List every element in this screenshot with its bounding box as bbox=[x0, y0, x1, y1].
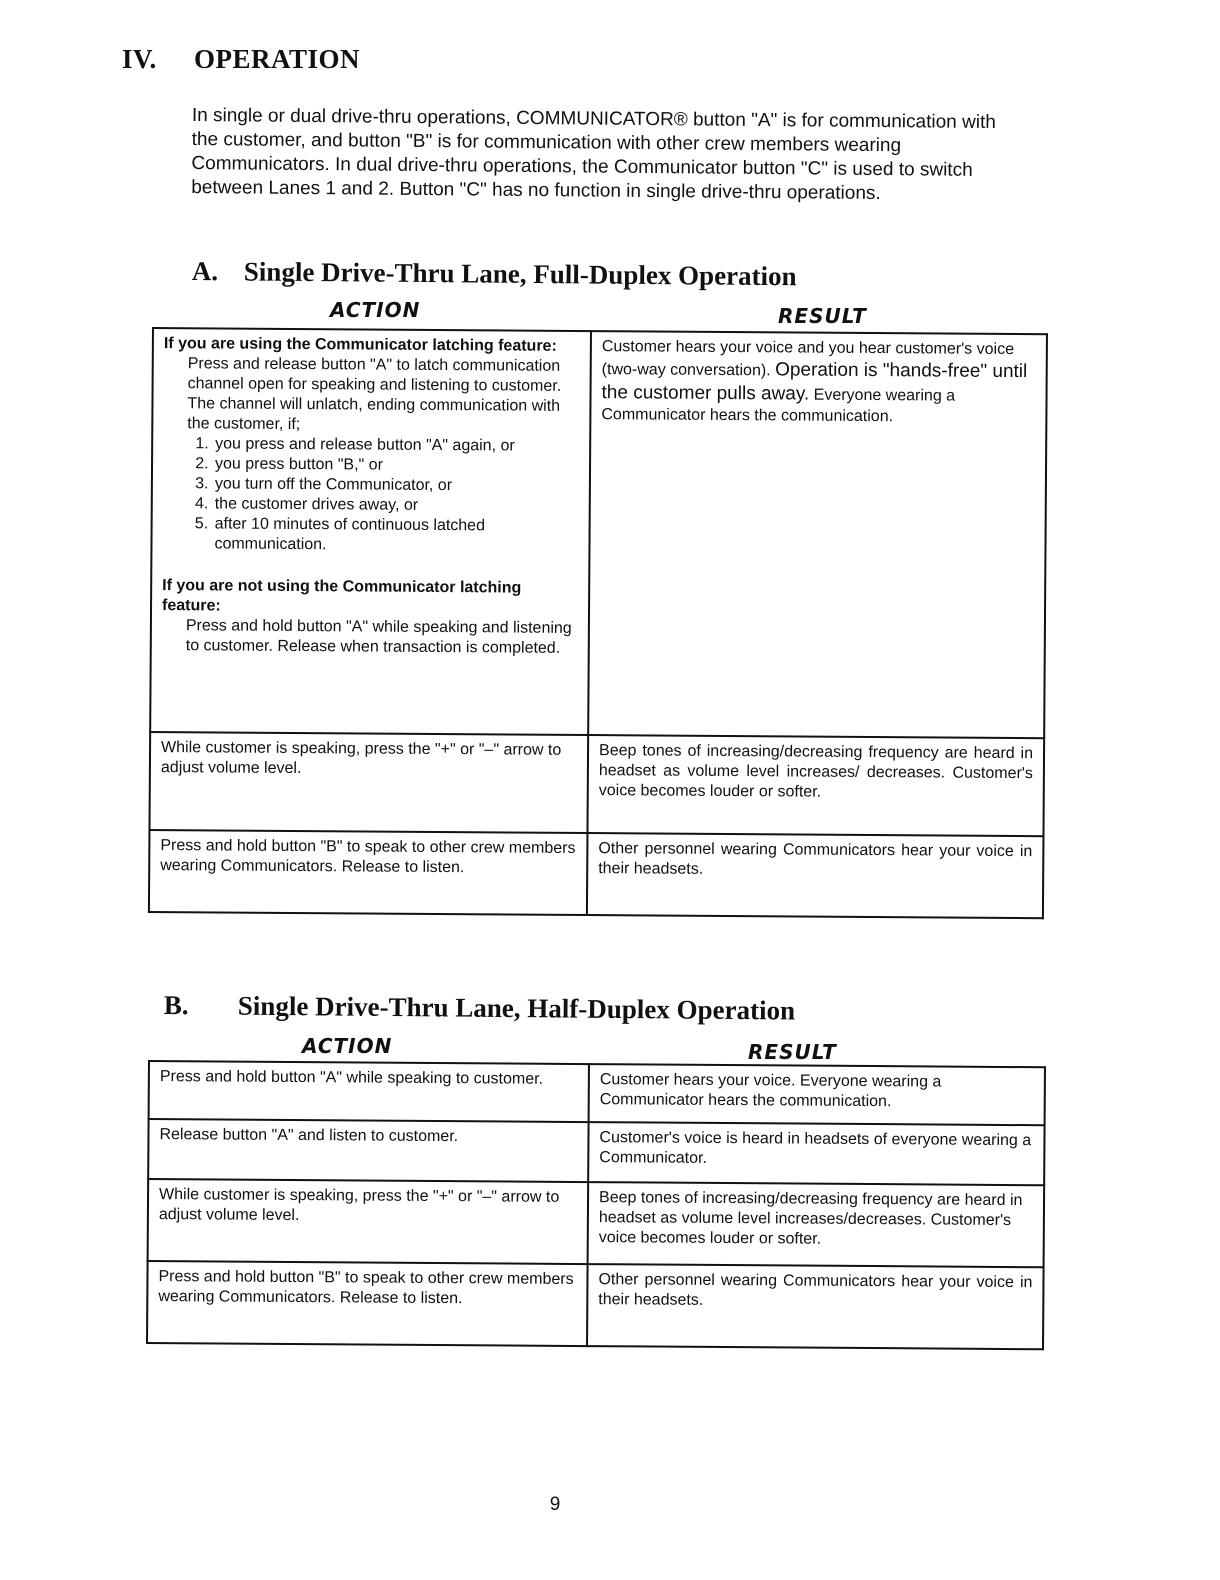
table-row bbox=[149, 1061, 1045, 1125]
result-cell: Beep tones of increasing/decreasing frequency are heard in headset as volume level increases/decreases. Customer's voice becomes louder or softer. bbox=[588, 1182, 1045, 1267]
table-row bbox=[149, 830, 1044, 918]
section-title: OPERATION bbox=[194, 44, 361, 74]
section-heading bbox=[122, 44, 360, 75]
result-cell: Other personnel wearing Communicators hear your voice in their headsets. bbox=[587, 833, 1044, 918]
nonlatching-text: Press and hold button "A" while speaking and listening to customer. Release when transaction is completed. bbox=[185, 617, 572, 657]
list-item: 1. you press and release button "A" again, or bbox=[213, 434, 579, 457]
result-cell: Beep tones of increasing/decreasing frequency are heard in headset as volume level increases/ decreases. Customer's voice becomes louder or softer. bbox=[587, 735, 1044, 836]
intro-paragraph: In single or dual drive-thru operations, COMMUNICATOR® button "A" is for communication with the customer, and button "B" is for communication with other crew members wearing Communicators. In dual drive-thru operations, the Communicator button "C" is used to switch between Lanes 1 and 2. Button "C" has no function in single drive-thru operations. bbox=[191, 104, 996, 205]
result-cell bbox=[588, 331, 1047, 738]
latching-text: Press and release button "A" to latch communication channel open for speaking and listening to customer. The channel will unlatch, ending communication with the customer, if; bbox=[187, 355, 562, 434]
result-text: Everyone wearing a Communicator hears the communication. bbox=[601, 386, 956, 426]
subsection-a-heading bbox=[192, 256, 797, 292]
result-cell: Customer hears your voice. Everyone wearing a Communicator hears the communication. bbox=[589, 1064, 1045, 1125]
table-b bbox=[146, 1060, 1046, 1350]
subsection-a-letter: A. bbox=[191, 256, 219, 287]
list-item: 5. after 10 minutes of continuous latched communication. bbox=[212, 514, 578, 557]
table-a-result-header: RESULT bbox=[778, 304, 867, 328]
list-item: 4. the customer drives away, or bbox=[213, 494, 579, 517]
result-cell: Other personnel wearing Communicators hear your voice in their headsets. bbox=[587, 1264, 1044, 1349]
action-cell: While customer is speaking, press the "+" or "–" arrow to adjust volume level. bbox=[148, 1179, 589, 1264]
nonlatching-lead: If you are not using the Communicator latching feature: bbox=[161, 577, 522, 615]
subsection-b-title: Single Drive-Thru Lane, Half-Duplex Operation bbox=[237, 990, 796, 1026]
result-text: Customer hears your voice and you hear customer's voice (two-way conversation). bbox=[601, 338, 1015, 380]
subsection-b-heading bbox=[164, 990, 796, 1027]
table-b-action-header: ACTION bbox=[302, 1034, 393, 1058]
table-row bbox=[147, 1261, 1044, 1349]
action-cell: Press and hold button "B" to speak to other crew members wearing Communicators. Release to listen. bbox=[149, 830, 588, 915]
result-cell: Customer's voice is heard in headsets of everyone wearing a Communicator. bbox=[588, 1122, 1044, 1185]
table-row bbox=[150, 328, 1047, 738]
table-row bbox=[149, 732, 1044, 836]
subsection-a-title: Single Drive-Thru Lane, Full-Duplex Operation bbox=[243, 256, 797, 292]
result-text-large: Operation is "hands-free" until the customer pulls away. bbox=[601, 359, 1028, 405]
section-number: IV. bbox=[122, 44, 157, 74]
action-cell bbox=[150, 328, 591, 735]
table-row bbox=[148, 1179, 1045, 1267]
list-item: 3. you turn off the Communicator, or bbox=[213, 474, 579, 497]
subsection-b-letter: B. bbox=[163, 990, 189, 1021]
action-cell: Release button "A" and listen to customer. bbox=[148, 1119, 588, 1182]
table-a-action-header: ACTION bbox=[330, 298, 421, 322]
page-number: 9 bbox=[549, 1494, 561, 1515]
action-cell: Press and hold button "A" while speaking to customer. bbox=[149, 1061, 589, 1122]
list-item: 2. you press button "B," or bbox=[213, 454, 579, 477]
action-cell: Press and hold button "B" to speak to other crew members wearing Communicators. Release to listen. bbox=[147, 1261, 588, 1346]
table-row bbox=[148, 1119, 1044, 1185]
action-cell: While customer is speaking, press the "+" or "–" arrow to adjust volume level. bbox=[149, 732, 588, 833]
latching-lead: If you are using the Communicator latching feature: bbox=[163, 335, 557, 355]
table-a bbox=[148, 327, 1048, 919]
unlatch-steps bbox=[162, 434, 579, 557]
table-b-result-header: RESULT bbox=[748, 1040, 837, 1064]
